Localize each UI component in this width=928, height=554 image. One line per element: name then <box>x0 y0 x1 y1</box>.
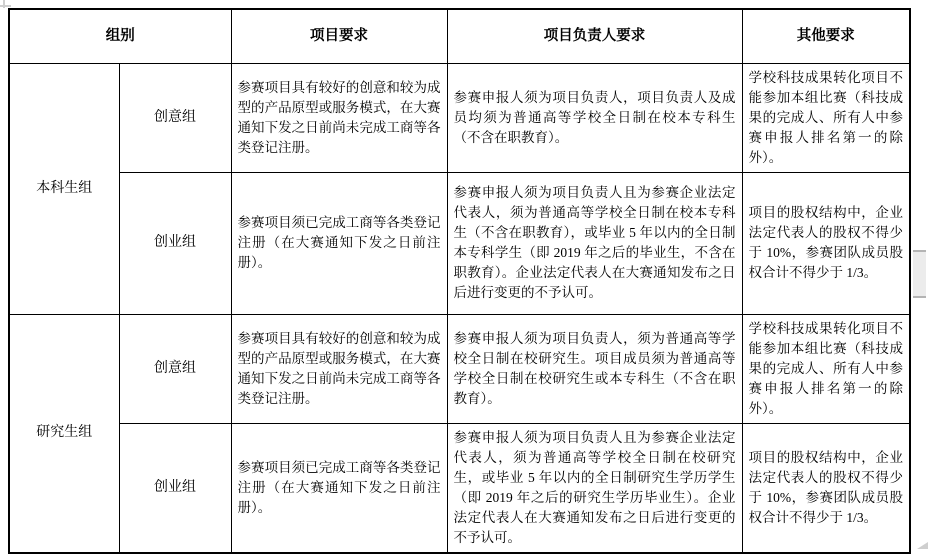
table-row <box>9 314 910 423</box>
table-row <box>9 63 910 172</box>
subgroup-cell-startup: 创业组 <box>119 172 231 314</box>
leader-requirement-cell: 参赛申报人须为项目负责人且为参赛企业法定代表人，须为普通高等学校全日制在校本专科生（不含在职教育），或毕业 5 年以内的全日制本专科学生（即 2019 年之后的毕业生，不含在职教育）。企业法定代表人在大赛通知发布之日后进行变更的不予认可。 <box>447 172 742 314</box>
requirements-table <box>8 8 911 554</box>
project-requirement-cell: 参赛项目具有较好的创意和较为成型的产品原型或服务模式，在大赛通知下发之日前尚未完成工商等各类登记注册。 <box>231 314 447 423</box>
header-group: 组别 <box>9 9 231 63</box>
resize-handle-icon <box>917 542 928 549</box>
header-project-requirement: 项目要求 <box>231 9 447 63</box>
table-corner-handle-icon <box>0 5 11 7</box>
table-corner-handle-icon <box>3 0 5 8</box>
leader-requirement-cell: 参赛申报人须为项目负责人，须为普通高等学校全日制在校研究生。项目成员须为普通高等学校全日制在校研究生或本专科生（不含在职教育）。 <box>447 314 742 423</box>
header-leader-requirement: 项目负责人要求 <box>447 9 742 63</box>
table-row <box>9 172 910 314</box>
header-other-requirement: 其他要求 <box>742 9 910 63</box>
other-requirement-cell: 项目的股权结构中，企业法定代表人的股权不得少于 10%，参赛团队成员股权合计不得少于 1/3。 <box>742 423 910 553</box>
scrollbar-fragment[interactable] <box>913 250 926 298</box>
leader-requirement-cell: 参赛申报人须为项目负责人且为参赛企业法定代表人，须为普通高等学校全日制在校研究生，或毕业 5 年以内的全日制研究生学历学生（即 2019 年之后的研究生学历毕业生）。企业法定代表人在大赛通知发布之日后进行变更的不予认可。 <box>447 423 742 553</box>
table-header-row <box>9 9 910 63</box>
group-cell-undergraduate: 本科生组 <box>9 63 119 314</box>
other-requirement-cell: 项目的股权结构中，企业法定代表人的股权不得少于 10%，参赛团队成员股权合计不得少于 1/3。 <box>742 172 910 314</box>
project-requirement-cell: 参赛项目具有较好的创意和较为成型的产品原型或服务模式，在大赛通知下发之日前尚未完成工商等各类登记注册。 <box>231 63 447 172</box>
subgroup-cell-startup: 创业组 <box>119 423 231 553</box>
subgroup-cell-creative: 创意组 <box>119 63 231 172</box>
project-requirement-cell: 参赛项目须已完成工商等各类登记注册（在大赛通知下发之日前注册）。 <box>231 172 447 314</box>
subgroup-cell-creative: 创意组 <box>119 314 231 423</box>
table-row <box>9 423 910 553</box>
project-requirement-cell: 参赛项目须已完成工商等各类登记注册（在大赛通知下发之日前注册）。 <box>231 423 447 553</box>
leader-requirement-cell: 参赛申报人须为项目负责人，项目负责人及成员均须为普通高等学校全日制在校本专科生（不含在职教育）。 <box>447 63 742 172</box>
other-requirement-cell: 学校科技成果转化项目不能参加本组比赛（科技成果的完成人、所有人中参赛申报人排名第一的除外）。 <box>742 314 910 423</box>
group-cell-graduate: 研究生组 <box>9 314 119 553</box>
other-requirement-cell: 学校科技成果转化项目不能参加本组比赛（科技成果的完成人、所有人中参赛申报人排名第一的除外）。 <box>742 63 910 172</box>
